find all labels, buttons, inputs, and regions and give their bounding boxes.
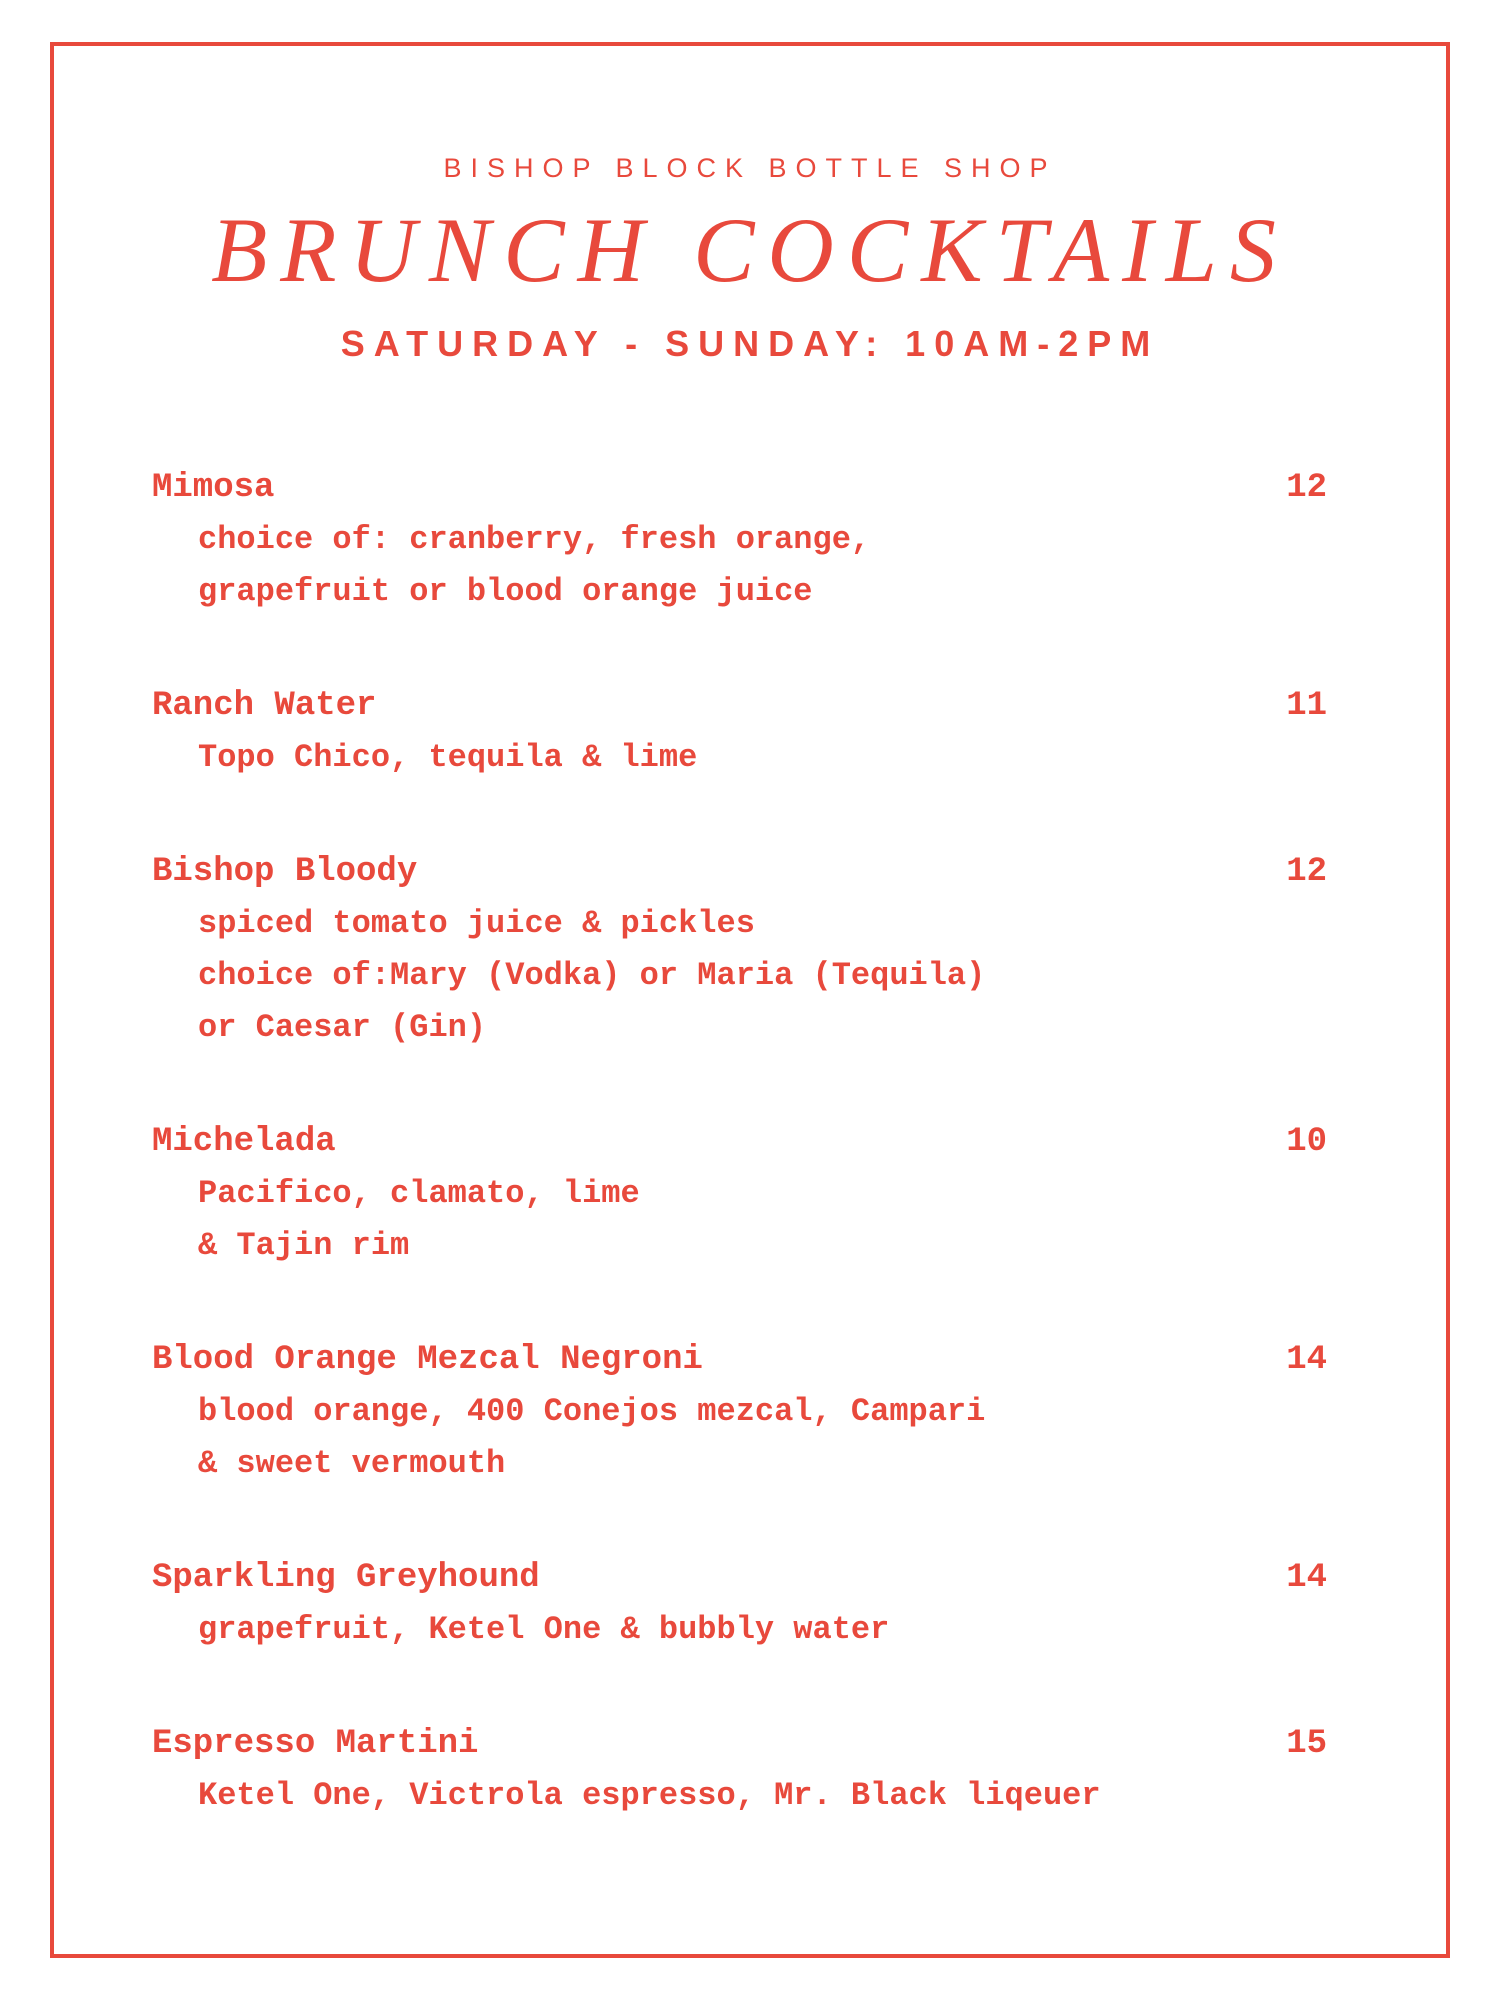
menu-item-michelada xyxy=(152,1116,1327,1272)
shop-name: BISHOP BLOCK BOTTLE SHOP xyxy=(443,153,1057,183)
menu-item-bishop-bloody xyxy=(152,846,1327,1054)
item-name: Bishop Bloody xyxy=(152,853,418,891)
menu-item-mimosa xyxy=(152,462,1327,618)
menu-item-sparkling-greyhound xyxy=(152,1552,1327,1656)
item-name: Blood Orange Mezcal Negroni xyxy=(152,1341,703,1379)
description-line: & sweet vermouth xyxy=(198,1445,506,1482)
service-hours: SATURDAY - SUNDAY: 10AM-2PM xyxy=(340,323,1160,364)
menu-title: BRUNCH COCKTAILS xyxy=(211,199,1289,301)
item-name: Michelada xyxy=(152,1123,336,1161)
item-price: 15 xyxy=(1286,1725,1327,1763)
description-line: Ketel One, Victrola espresso, Mr. Black liqeuer xyxy=(198,1777,1101,1814)
item-price: 10 xyxy=(1286,1123,1327,1161)
item-price: 14 xyxy=(1286,1559,1327,1597)
item-name: Espresso Martini xyxy=(152,1725,479,1763)
item-description xyxy=(152,514,1327,618)
description-line: or Caesar (Gin) xyxy=(198,1009,487,1046)
item-description xyxy=(152,1770,1327,1822)
description-line: choice of: cranberry, fresh orange, xyxy=(198,521,871,558)
item-description xyxy=(152,1168,1327,1272)
menu-item-blood-orange-mezcal-negroni xyxy=(152,1334,1327,1490)
description-line: Pacifico, clamato, lime xyxy=(198,1175,640,1212)
description-line: grapefruit, Ketel One & bubbly water xyxy=(198,1611,890,1648)
item-description xyxy=(152,1604,1327,1656)
item-price: 11 xyxy=(1286,687,1327,725)
item-price: 12 xyxy=(1286,469,1327,507)
item-description xyxy=(152,732,1327,784)
description-line: blood orange, 400 Conejos mezcal, Campari xyxy=(198,1393,986,1430)
item-name: Sparkling Greyhound xyxy=(152,1559,540,1597)
item-name: Mimosa xyxy=(152,469,275,507)
description-line: & Tajin rim xyxy=(198,1227,410,1264)
description-line: grapefruit or blood orange juice xyxy=(198,573,813,610)
description-line: choice of:Mary (Vodka) or Maria (Tequila) xyxy=(198,957,986,994)
menu-item-ranch-water xyxy=(152,680,1327,784)
item-description xyxy=(152,898,1327,1054)
item-name: Ranch Water xyxy=(152,687,377,725)
item-price: 12 xyxy=(1286,853,1327,891)
menu-item-espresso-martini xyxy=(152,1718,1327,1822)
description-line: Topo Chico, tequila & lime xyxy=(198,739,698,776)
description-line: spiced tomato juice & pickles xyxy=(198,905,755,942)
item-price: 14 xyxy=(1286,1341,1327,1379)
item-description xyxy=(152,1386,1327,1490)
